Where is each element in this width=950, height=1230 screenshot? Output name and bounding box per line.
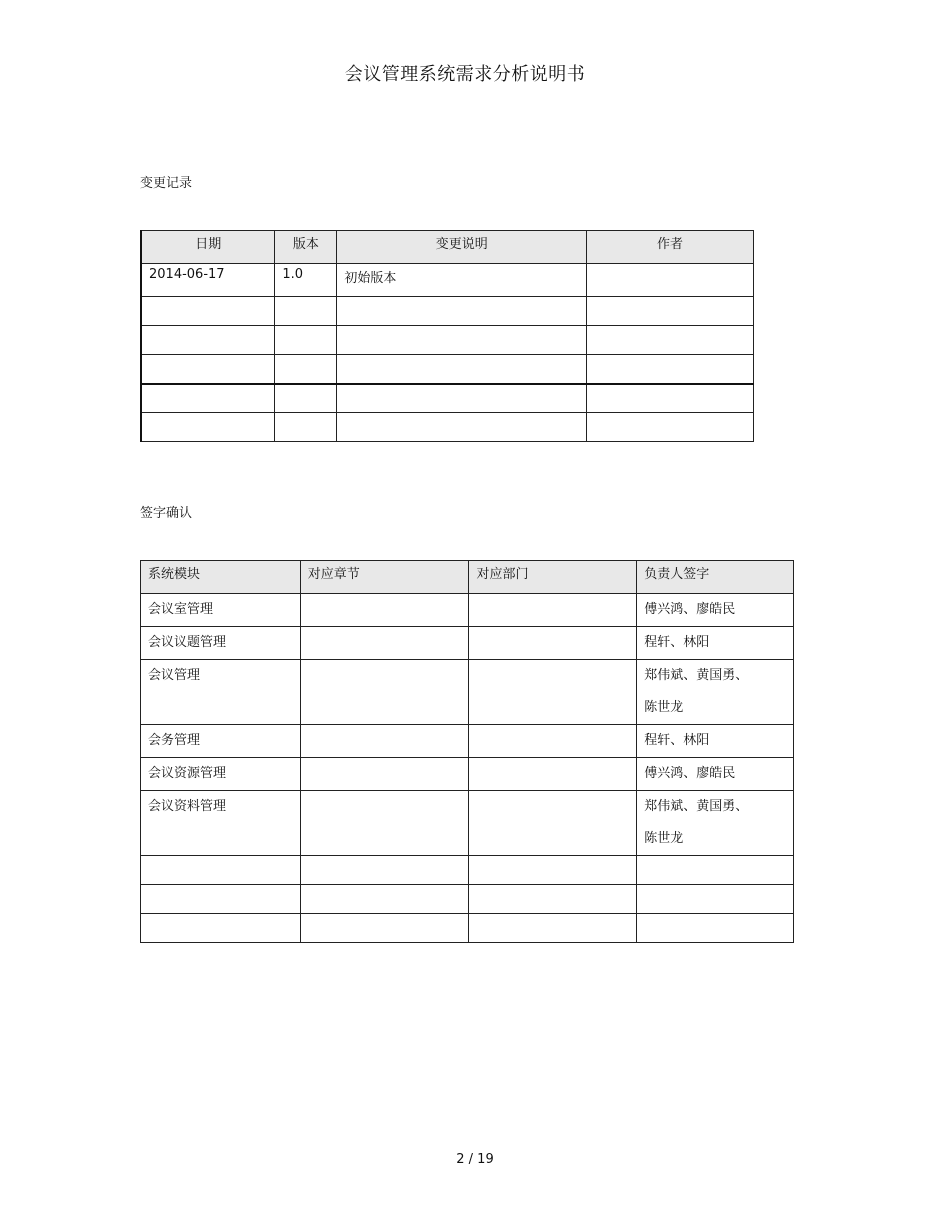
column-header-chapter: 对应章节 xyxy=(300,561,469,594)
description-cell xyxy=(337,413,587,442)
date-cell xyxy=(141,384,275,413)
module-cell xyxy=(141,914,301,943)
table-row xyxy=(141,914,794,943)
table-row xyxy=(141,326,754,355)
chapter-cell xyxy=(300,627,469,660)
date-cell xyxy=(141,326,275,355)
department-cell xyxy=(469,725,637,758)
chapter-cell xyxy=(300,856,469,885)
column-header-description: 变更说明 xyxy=(337,231,587,264)
column-header-version: 版本 xyxy=(275,231,337,264)
change-log-table xyxy=(140,230,754,442)
department-cell xyxy=(469,856,637,885)
table-row xyxy=(141,627,794,660)
description-cell xyxy=(337,355,587,384)
chapter-cell xyxy=(300,660,469,725)
department-cell xyxy=(469,758,637,791)
date-cell xyxy=(141,413,275,442)
author-cell xyxy=(587,297,754,326)
module-cell: 会议管理 xyxy=(141,660,301,725)
signature-cell: 郑伟斌、黄国勇、 陈世龙 xyxy=(637,660,794,725)
author-cell xyxy=(587,264,754,297)
table-row xyxy=(141,384,754,413)
sign-off-label: 签字确认 xyxy=(140,506,193,521)
page-number: 2 / 19 xyxy=(456,1152,494,1167)
chapter-cell xyxy=(300,725,469,758)
module-cell: 会议室管理 xyxy=(141,594,301,627)
author-cell xyxy=(587,384,754,413)
department-cell xyxy=(469,660,637,725)
department-cell xyxy=(469,594,637,627)
chapter-cell xyxy=(300,914,469,943)
sign-off-header-row xyxy=(141,561,794,594)
author-cell xyxy=(587,413,754,442)
column-header-department: 对应部门 xyxy=(469,561,637,594)
author-cell xyxy=(587,326,754,355)
table-row xyxy=(141,594,794,627)
sign-off-table xyxy=(140,560,794,943)
chapter-cell xyxy=(300,594,469,627)
version-cell xyxy=(275,297,337,326)
signature-cell: 傅兴鸿、廖皓民 xyxy=(637,594,794,627)
chapter-cell xyxy=(300,791,469,856)
date-cell xyxy=(141,355,275,384)
signature-cell xyxy=(637,885,794,914)
module-cell: 会议资源管理 xyxy=(141,758,301,791)
description-cell xyxy=(337,297,587,326)
table-row xyxy=(141,355,754,384)
version-cell xyxy=(275,355,337,384)
department-cell xyxy=(469,791,637,856)
column-header-signature: 负责人签字 xyxy=(637,561,794,594)
table-row xyxy=(141,413,754,442)
chapter-cell xyxy=(300,758,469,791)
version-cell xyxy=(275,384,337,413)
version-cell: 1.0 xyxy=(275,264,337,297)
signature-cell: 傅兴鸿、廖皓民 xyxy=(637,758,794,791)
table-row xyxy=(141,758,794,791)
author-cell xyxy=(587,355,754,384)
date-cell: 2014-06-17 xyxy=(141,264,275,297)
module-cell xyxy=(141,885,301,914)
table-row xyxy=(141,660,794,725)
description-cell: 初始版本 xyxy=(337,264,587,297)
description-cell xyxy=(337,326,587,355)
module-cell xyxy=(141,856,301,885)
signature-cell: 程轩、林阳 xyxy=(637,725,794,758)
signature-cell: 郑伟斌、黄国勇、 陈世龙 xyxy=(637,791,794,856)
table-row xyxy=(141,791,794,856)
department-cell xyxy=(469,885,637,914)
description-cell xyxy=(337,384,587,413)
module-cell: 会议资料管理 xyxy=(141,791,301,856)
signature-cell xyxy=(637,914,794,943)
table-row xyxy=(141,885,794,914)
module-cell: 会议议题管理 xyxy=(141,627,301,660)
department-cell xyxy=(469,627,637,660)
change-log-label: 变更记录 xyxy=(140,176,193,191)
column-header-module: 系统模块 xyxy=(141,561,301,594)
change-log-header-row xyxy=(141,231,754,264)
chapter-cell xyxy=(300,885,469,914)
signature-cell xyxy=(637,856,794,885)
signature-cell: 程轩、林阳 xyxy=(637,627,794,660)
column-header-author: 作者 xyxy=(587,231,754,264)
column-header-date: 日期 xyxy=(141,231,275,264)
department-cell xyxy=(469,914,637,943)
table-row xyxy=(141,297,754,326)
version-cell xyxy=(275,413,337,442)
table-row xyxy=(141,725,794,758)
version-cell xyxy=(275,326,337,355)
document-title: 会议管理系统需求分析说明书 xyxy=(344,64,586,85)
table-row xyxy=(141,264,754,297)
date-cell xyxy=(141,297,275,326)
table-row xyxy=(141,856,794,885)
module-cell: 会务管理 xyxy=(141,725,301,758)
